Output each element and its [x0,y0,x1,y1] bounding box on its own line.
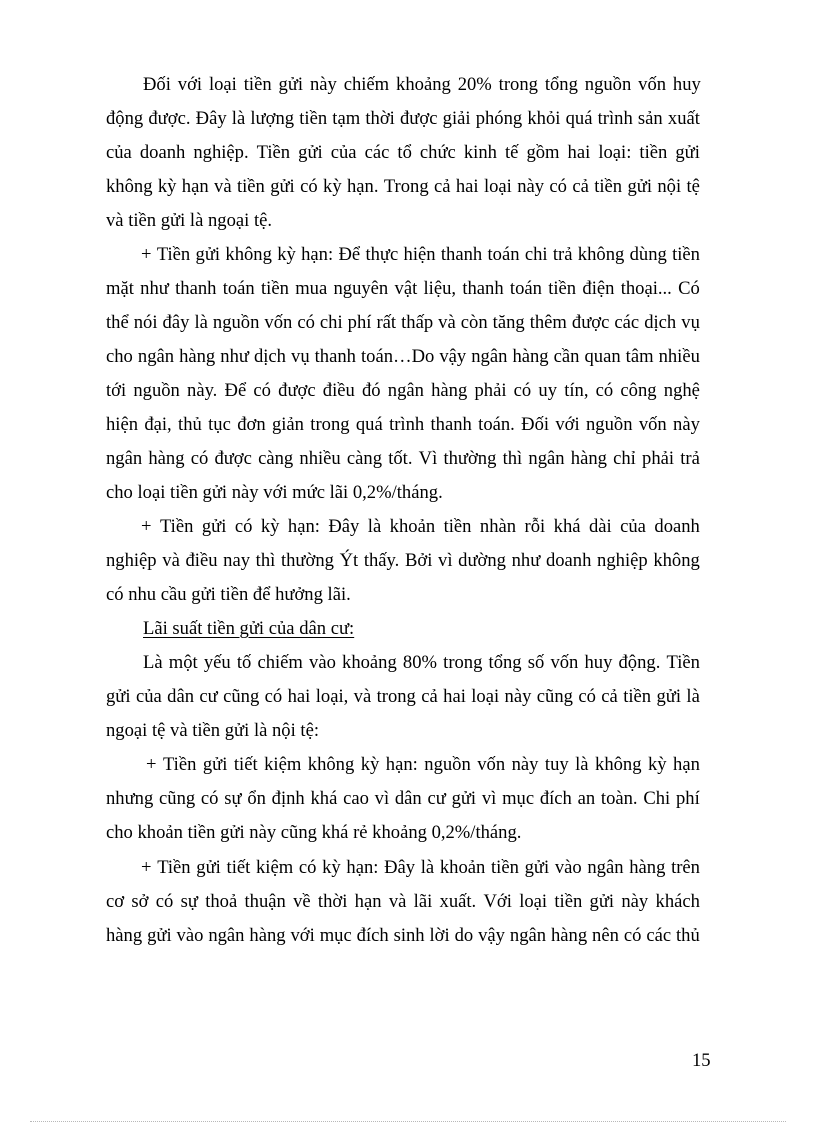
paragraph-line: nghiệp và điều nay thì thường Ýt thấy. Bởi vì dường như doanh nghiệp không [106,550,700,571]
paragraph-line: + Tiền gửi tiết kiệm có kỳ hạn: Đây là khoản tiền gửi vào ngân hàng trên [141,857,700,878]
paragraph-line: cho loại tiền gửi này với mức lãi 0,2%/tháng. [106,482,443,503]
paragraph-line: không kỳ hạn và tiền gửi có kỳ hạn. Trong cả hai loại này có cả tiền gửi nội tệ [106,176,700,197]
paragraph-line: có nhu cầu gửi tiền để hưởng lãi. [106,584,351,605]
paragraph-line: hiện đại, thủ tục đơn giản trong quá trình thanh toán. Đối với nguồn vốn này [106,414,700,435]
section-heading: Lãi suất tiền gửi của dân cư: [143,618,355,639]
page-number: 15 [692,1050,711,1071]
paragraph-line: của doanh nghiệp. Tiền gửi của các tổ chức kinh tế gồm hai loại: tiền gửi [106,142,700,163]
paragraph-line: và tiền gửi là ngoại tệ. [106,210,273,231]
paragraph-line: + Tiền gửi không kỳ hạn: Để thực hiện thanh toán chi trả không dùng tiền [141,244,700,265]
paragraph-line: động được. Đây là lượng tiền tạm thời được giải phóng khỏi quá trình sản xuất [106,108,700,129]
paragraph-line: + Tiền gửi tiết kiệm không kỳ hạn: nguồn vốn này tuy là không kỳ hạn [146,754,700,775]
paragraph-line: gửi của dân cư cũng có hai loại, và trong cả hai loại này cũng có cả tiền gửi là [106,686,700,707]
paragraph-line: Là một yếu tố chiếm vào khoảng 80% trong tổng số vốn huy động. Tiền [143,652,700,673]
paragraph-line: + Tiền gửi có kỳ hạn: Đây là khoản tiền nhàn rỗi khá dài của doanh [141,516,700,537]
paragraph-line: thể nói đây là nguồn vốn có chi phí rất thấp và còn tăng thêm được các dịch vụ [106,312,700,333]
paragraph-line: ngân hàng có được càng nhiều càng tốt. Vì thường thì ngân hàng chỉ phải trả [106,448,700,469]
paragraph-line: hàng gửi vào ngân hàng với mục đích sinh lời do vậy ngân hàng nên có các thủ [106,925,700,946]
footer-divider [30,1121,786,1122]
paragraph-line: cơ sở có sự thoả thuận về thời hạn và lãi xuất. Với loại tiền gửi này khách [106,891,700,912]
paragraph-line: nhưng cũng có sự ổn định khá cao vì dân cư gửi vì mục đích an toàn. Chi phí [106,788,700,809]
paragraph-line: ngoại tệ và tiền gửi là nội tệ: [106,720,320,741]
paragraph-line: mặt như thanh toán tiền mua nguyên vật liệu, thanh toán tiền điện thoại... Có [106,278,700,299]
paragraph-line: tới nguồn này. Để có được điều đó ngân hàng phải có uy tín, có công nghệ [106,380,700,401]
paragraph-line: cho ngân hàng như dịch vụ thanh toán…Do vậy ngân hàng cần quan tâm nhiều [106,346,700,367]
paragraph-line: cho khoản tiền gửi này cũng khá rẻ khoảng 0,2%/tháng. [106,822,522,843]
paragraph-line: Đối với loại tiền gửi này chiếm khoảng 20% trong tổng nguồn vốn huy [143,74,701,95]
